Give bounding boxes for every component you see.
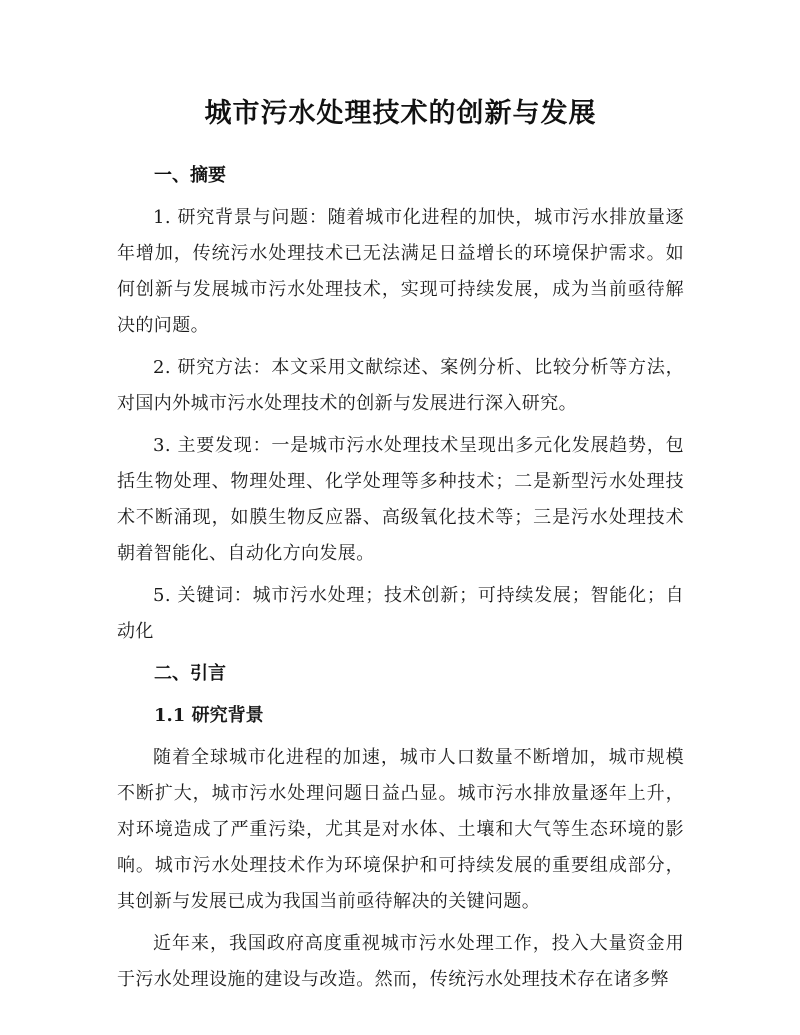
section-introduction (117, 656, 684, 998)
abstract-item-findings: 3. 主要发现：一是城市污水处理技术呈现出多元化发展趋势，包括生物处理、物理处理、化学处理等多种技术；二是新型污水处理技术不断涌现，如膜生物反应器、高级氧化技术等；三是污水处理技术朝着智能化、自动化方向发展。 (117, 435, 684, 564)
subsection-heading-background: 1.1 研究背景 (154, 705, 264, 726)
abstract-item-background: 1. 研究背景与问题：随着城市化进程的加快，城市污水排放量逐年增加，传统污水处理技术已无法满足日益增长的环境保护需求。如何创新与发展城市污水处理技术，实现可持续发展，成为当前亟待解决的问题。 (117, 207, 684, 336)
section-heading-abstract: 一、摘要 (154, 165, 226, 186)
document-title: 城市污水处理技术的创新与发展 (204, 98, 597, 129)
abstract-item-keywords: 5. 关键词：城市污水处理；技术创新；可持续发展；智能化；自动化 (117, 585, 684, 642)
section-heading-introduction: 二、引言 (154, 663, 226, 684)
abstract-item-method: 2. 研究方法：本文采用文献综述、案例分析、比较分析等方法，对国内外城市污水处理技术的创新与发展进行深入研究。 (117, 357, 684, 414)
intro-paragraph-1: 随着全球城市化进程的加速，城市人口数量不断增加，城市规模不断扩大，城市污水处理问题日益凸显。城市污水排放量逐年上升，对环境造成了严重污染，尤其是对水体、土壤和大气等生态环境的影响。城市污水处理技术作为环境保护和可持续发展的重要组成部分，其创新与发展已成为我国当前亟待解决的关键问题。 (117, 747, 684, 912)
intro-paragraph-2: 近年来，我国政府高度重视城市污水处理工作，投入大量资金用于污水处理设施的建设与改造。然而，传统污水处理技术存在诸多弊 (117, 933, 684, 990)
section-abstract (117, 158, 684, 650)
